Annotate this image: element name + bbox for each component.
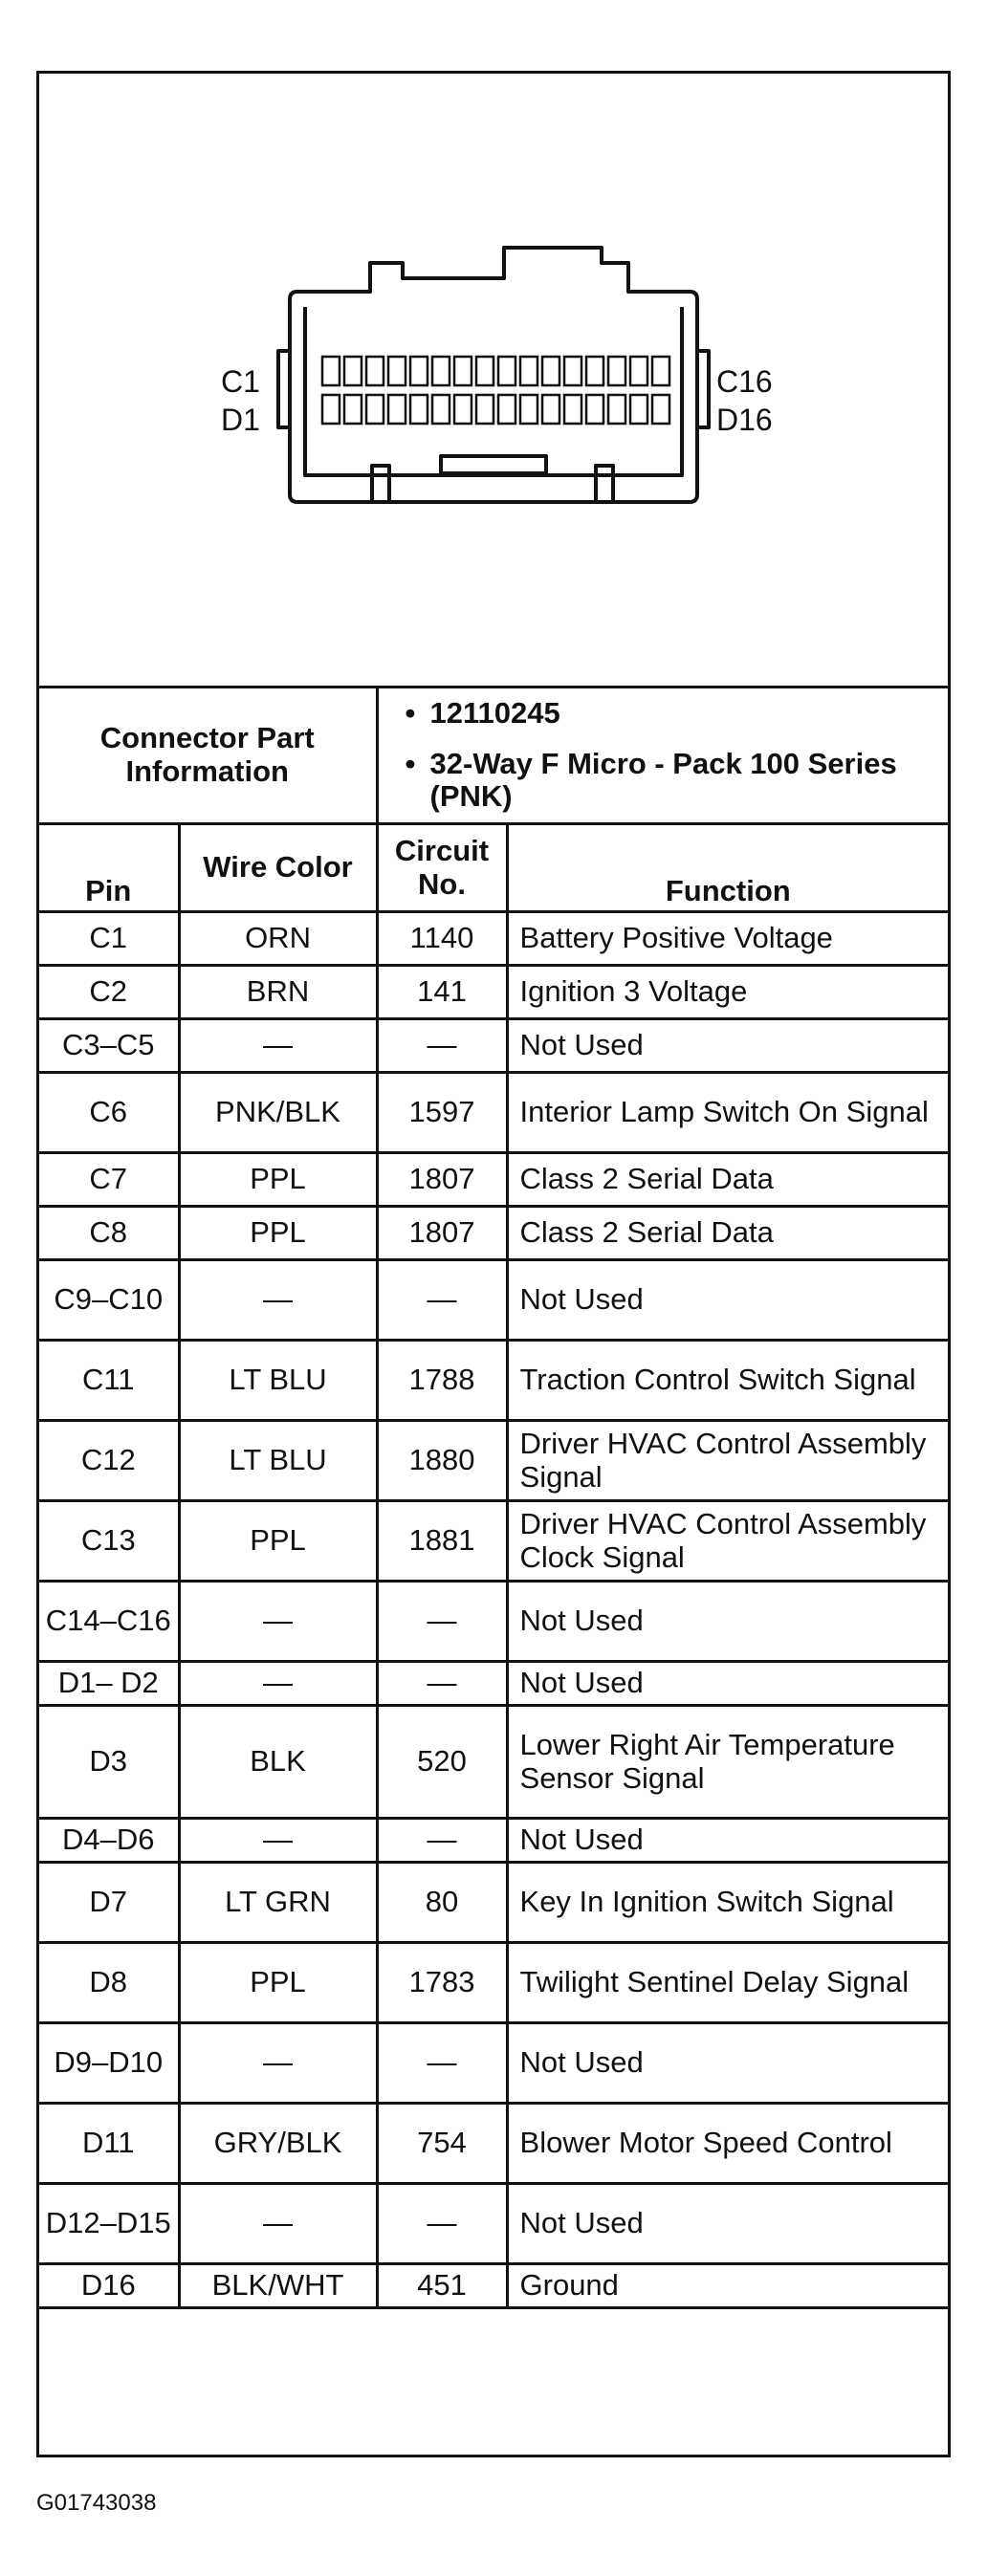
circuit-cell: 1807 <box>377 1207 507 1260</box>
header-function: Function <box>507 824 948 912</box>
wire-color-cell: — <box>179 1019 377 1073</box>
circuit-cell: — <box>377 1019 507 1073</box>
wire-color-cell: LT GRN <box>179 1863 377 1943</box>
circuit-cell: 1881 <box>377 1501 507 1582</box>
wire-color-cell: — <box>179 2023 377 2104</box>
wire-color-cell: PPL <box>179 1501 377 1582</box>
table-row <box>39 1863 948 1943</box>
table-row <box>39 1260 948 1341</box>
function-cell: Not Used <box>507 1662 948 1706</box>
wire-color-cell: — <box>179 1582 377 1662</box>
header-pin: Pin <box>39 824 179 912</box>
table-row <box>39 2104 948 2184</box>
function-cell: Lower Right Air Temperature Sensor Signal <box>507 1706 948 1819</box>
pin-cavity <box>520 357 537 385</box>
table-row <box>39 1662 948 1706</box>
function-cell: Traction Control Switch Signal <box>507 1341 948 1421</box>
table-row <box>39 2184 948 2264</box>
pin-cavity <box>476 357 494 385</box>
label-c1: C1 <box>221 364 260 399</box>
circuit-cell: — <box>377 2023 507 2104</box>
pin-cell: D3 <box>39 1706 179 1819</box>
label-d16: D16 <box>716 403 773 437</box>
function-cell: Twilight Sentinel Delay Signal <box>507 1943 948 2023</box>
pin-cell: D11 <box>39 2104 179 2184</box>
pin-cavity <box>322 395 340 424</box>
function-cell: Blower Motor Speed Control <box>507 2104 948 2184</box>
function-cell: Battery Positive Voltage <box>507 912 948 966</box>
pin-cavity <box>344 395 362 424</box>
pin-cavity <box>630 357 647 385</box>
table-row <box>39 1421 948 1501</box>
table-row <box>39 1819 948 1863</box>
circuit-cell: 1788 <box>377 1341 507 1421</box>
pin-cell: C8 <box>39 1207 179 1260</box>
wire-color-cell: LT BLU <box>179 1341 377 1421</box>
pin-cell: D4–D6 <box>39 1819 179 1863</box>
pin-cell: C6 <box>39 1073 179 1153</box>
pin-cavity <box>410 357 428 385</box>
function-cell: Driver HVAC Control Assembly Signal <box>507 1421 948 1501</box>
wire-color-cell: PNK/BLK <box>179 1073 377 1153</box>
function-cell: Not Used <box>507 2023 948 2104</box>
circuit-cell: 141 <box>377 966 507 1019</box>
pin-cavity <box>432 357 450 385</box>
pin-cavity <box>652 357 669 385</box>
function-cell: Class 2 Serial Data <box>507 1207 948 1260</box>
pin-cell: C13 <box>39 1501 179 1582</box>
label-d1: D1 <box>221 403 260 437</box>
pin-cavity <box>542 357 559 385</box>
pin-cavity <box>498 395 515 424</box>
pin-cavity <box>432 395 450 424</box>
wire-color-cell: — <box>179 1662 377 1706</box>
pin-cavity <box>388 395 406 424</box>
circuit-cell: 1783 <box>377 1943 507 2023</box>
table-row <box>39 1501 948 1582</box>
pinout-table <box>39 686 948 2309</box>
function-cell: Ignition 3 Voltage <box>507 966 948 1019</box>
pin-cavity <box>586 357 603 385</box>
circuit-cell: — <box>377 2184 507 2264</box>
connector-face-drawing <box>39 74 948 686</box>
pin-cavity <box>366 357 384 385</box>
pin-cell: C3–C5 <box>39 1019 179 1073</box>
circuit-cell: 520 <box>377 1706 507 1819</box>
table-row <box>39 966 948 1019</box>
table-row <box>39 1207 948 1260</box>
table-row <box>39 912 948 966</box>
connector-diagram <box>39 74 948 688</box>
wire-color-cell: — <box>179 1819 377 1863</box>
circuit-cell: 1140 <box>377 912 507 966</box>
function-cell: Not Used <box>507 1260 948 1341</box>
table-row <box>39 1706 948 1819</box>
circuit-cell: 1807 <box>377 1153 507 1207</box>
circuit-cell: — <box>377 1582 507 1662</box>
pin-cavity <box>564 395 581 424</box>
pin-cell: C9–C10 <box>39 1260 179 1341</box>
circuit-cell: 451 <box>377 2264 507 2308</box>
label-c16: C16 <box>716 364 773 399</box>
pin-cavity <box>366 395 384 424</box>
pin-cell: D7 <box>39 1863 179 1943</box>
function-cell: Not Used <box>507 1582 948 1662</box>
pin-cavity <box>542 395 559 424</box>
function-cell: Not Used <box>507 2184 948 2264</box>
header-circuit-no: Circuit No. <box>377 824 507 912</box>
wire-color-cell: — <box>179 1260 377 1341</box>
pin-cell: C1 <box>39 912 179 966</box>
pin-cavity <box>454 357 472 385</box>
pin-cavity <box>586 395 603 424</box>
wire-color-cell: LT BLU <box>179 1421 377 1501</box>
wire-color-cell: ORN <box>179 912 377 966</box>
pin-cell: C14–C16 <box>39 1582 179 1662</box>
figure-id: G01743038 <box>36 2490 157 2516</box>
header-wire-color: Wire Color <box>179 824 377 912</box>
header-row <box>39 824 948 912</box>
pin-cavity <box>322 357 340 385</box>
circuit-cell: 1597 <box>377 1073 507 1153</box>
pin-cell: C2 <box>39 966 179 1019</box>
pin-cavity <box>410 395 428 424</box>
function-cell: Class 2 Serial Data <box>507 1153 948 1207</box>
circuit-cell: 1880 <box>377 1421 507 1501</box>
function-cell: Not Used <box>507 1819 948 1863</box>
function-cell: Not Used <box>507 1019 948 1073</box>
pin-cell: C7 <box>39 1153 179 1207</box>
pin-cavity <box>652 395 669 424</box>
pin-cavity <box>388 357 406 385</box>
function-cell: Ground <box>507 2264 948 2308</box>
circuit-cell: 754 <box>377 2104 507 2184</box>
table-row <box>39 1341 948 1421</box>
table-row <box>39 2023 948 2104</box>
table-row <box>39 1153 948 1207</box>
wire-color-cell: BLK <box>179 1706 377 1819</box>
pin-cavity <box>454 395 472 424</box>
circuit-cell: — <box>377 1819 507 1863</box>
pin-cavity <box>344 357 362 385</box>
connector-sheet <box>36 71 951 2457</box>
pin-cell: D16 <box>39 2264 179 2308</box>
pin-cavity <box>630 395 647 424</box>
connector-description: • 32-Way F Micro - Pack 100 Series (PNK) <box>430 748 937 814</box>
pin-cell: D8 <box>39 1943 179 2023</box>
table-row <box>39 2264 948 2308</box>
table-row <box>39 1019 948 1073</box>
pin-cavity <box>498 357 515 385</box>
table-row <box>39 1943 948 2023</box>
function-cell: Key In Ignition Switch Signal <box>507 1863 948 1943</box>
wire-color-cell: BLK/WHT <box>179 2264 377 2308</box>
pin-cell: C11 <box>39 1341 179 1421</box>
pin-cell: C12 <box>39 1421 179 1501</box>
part-info-row <box>39 688 948 824</box>
wire-color-cell: PPL <box>179 1943 377 2023</box>
pin-cavity <box>476 395 494 424</box>
wire-color-cell: PPL <box>179 1207 377 1260</box>
pin-cell: D9–D10 <box>39 2023 179 2104</box>
wire-color-cell: — <box>179 2184 377 2264</box>
pin-cavity <box>608 357 625 385</box>
pin-cell: D1– D2 <box>39 1662 179 1706</box>
pin-cavity <box>564 357 581 385</box>
pin-cavity <box>520 395 537 424</box>
circuit-cell: 80 <box>377 1863 507 1943</box>
function-cell: Driver HVAC Control Assembly Clock Signal <box>507 1501 948 1582</box>
part-number: • 12110245 <box>430 697 937 731</box>
table-row <box>39 1073 948 1153</box>
wire-color-cell: GRY/BLK <box>179 2104 377 2184</box>
wire-color-cell: BRN <box>179 966 377 1019</box>
pin-cell: D12–D15 <box>39 2184 179 2264</box>
table-row <box>39 1582 948 1662</box>
part-info-details <box>377 688 948 824</box>
part-info-label: Connector Part Information <box>39 688 377 824</box>
wire-color-cell: PPL <box>179 1153 377 1207</box>
circuit-cell: — <box>377 1260 507 1341</box>
circuit-cell: — <box>377 1662 507 1706</box>
pin-cavity <box>608 395 625 424</box>
function-cell: Interior Lamp Switch On Signal <box>507 1073 948 1153</box>
